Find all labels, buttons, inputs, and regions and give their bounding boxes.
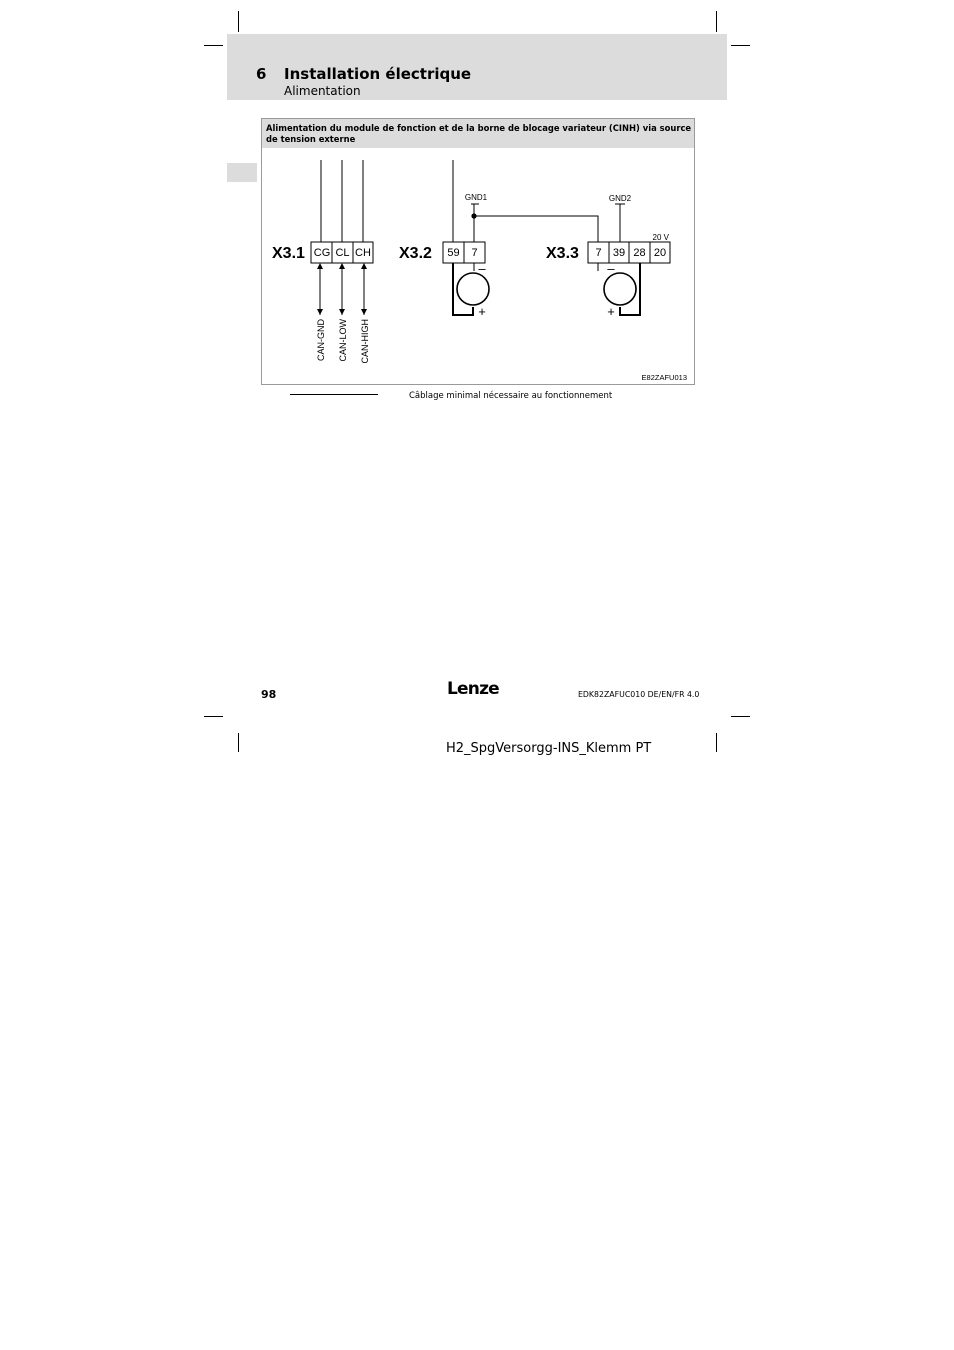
x32-terminal-59: 59: [447, 247, 460, 259]
chapter-title: Installation électrique: [284, 65, 472, 83]
arrow-down-icon: [361, 309, 367, 315]
signal-can-high: CAN-HIGH: [360, 319, 370, 364]
arrow-up-icon: [361, 263, 367, 269]
footer-label: H2_SpgVersorgg-INS_Klemm PT: [446, 741, 652, 756]
page-number: 98: [261, 688, 277, 701]
caption-rule: [290, 394, 378, 395]
arrow-down-icon: [317, 309, 323, 315]
gnd1-label: GND1: [464, 193, 488, 202]
x33-terminal-7: 7: [595, 247, 602, 259]
x31-terminal-cl: CL: [335, 247, 350, 259]
x31-terminal-ch: CH: [355, 247, 371, 259]
x33-voltage-source: [604, 273, 636, 305]
wiring-diagram: [262, 119, 694, 384]
x32-terminal-7: 7: [471, 247, 478, 259]
figure-title: Alimentation du module de fonction et de la borne de blocage variateur (CINH) via source de tension externe: [266, 123, 692, 144]
x33-terminal-20: 20: [653, 247, 667, 259]
x32-minus-sign: –: [478, 261, 486, 276]
x33-minus-sign: –: [607, 261, 615, 276]
crop-mark: [731, 45, 750, 46]
chapter-number: 6: [256, 65, 267, 83]
x33-plus-sign: +: [607, 304, 615, 319]
crop-mark: [238, 733, 239, 752]
figure-code: E82ZAFU013: [641, 373, 687, 382]
x32-label: X3.2: [399, 245, 432, 262]
x31-terminal-cg: CG: [313, 247, 331, 259]
crop-mark: [238, 11, 239, 32]
crop-mark: [204, 45, 223, 46]
x33-terminal-28: 28: [633, 247, 646, 259]
crop-mark: [716, 733, 717, 752]
x32-voltage-source: [457, 273, 489, 305]
x33-terminal-39: 39: [612, 247, 626, 259]
crop-mark: [204, 716, 223, 717]
side-tab: [227, 163, 257, 182]
signal-can-low: CAN-LOW: [338, 319, 348, 362]
x32-loop-wire: [453, 263, 473, 315]
x32-plus-sign: +: [478, 304, 486, 319]
gnd-link-wire: [474, 216, 598, 242]
x31-label: X3.1: [272, 245, 305, 262]
arrow-up-icon: [317, 263, 323, 269]
figure-caption: Câblage minimal nécessaire au fonctionnement: [409, 391, 613, 401]
document-reference: EDK82ZAFUC010 DE/EN/FR 4.0: [578, 690, 700, 699]
x33-label: X3.3: [546, 245, 579, 262]
arrow-down-icon: [339, 309, 345, 315]
gnd2-label: GND2: [608, 194, 632, 203]
x33-loop-wire: [620, 263, 640, 315]
section-title: Alimentation: [284, 84, 361, 98]
arrow-up-icon: [339, 263, 345, 269]
signal-can-gnd: CAN-GND: [316, 319, 326, 361]
figure-frame: [261, 118, 695, 385]
crop-mark: [731, 716, 750, 717]
crop-mark: [716, 11, 717, 32]
brand-logo: Lenze: [447, 679, 499, 699]
voltage-20v-label: 20 V: [652, 233, 669, 242]
